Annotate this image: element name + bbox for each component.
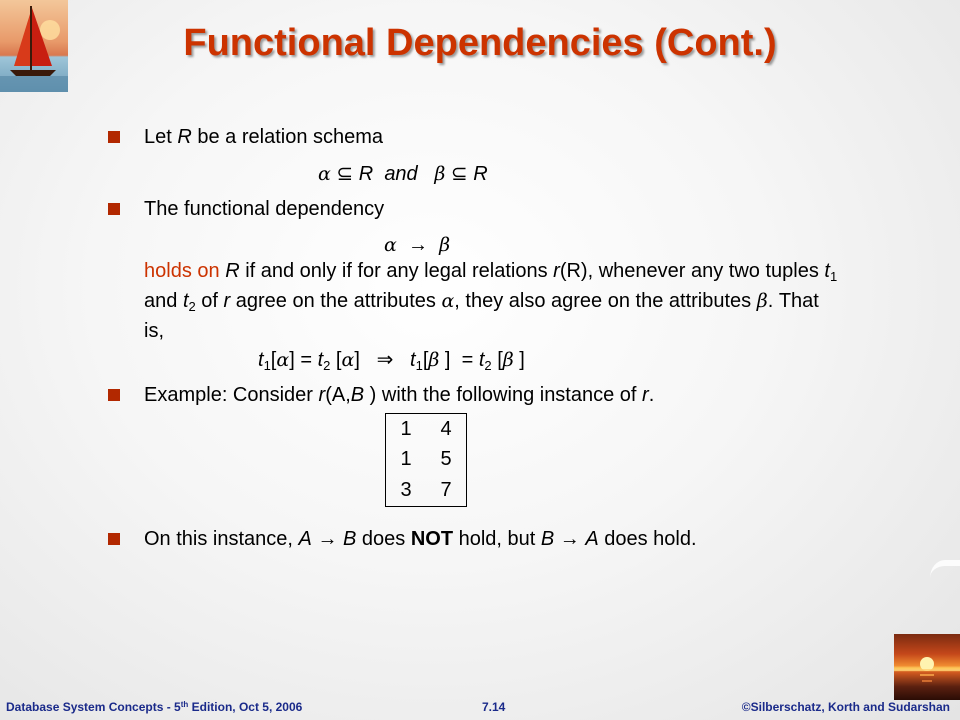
footer-book-title: Database System Concepts - 5th Edition, Oct 5, 2006 (6, 700, 303, 714)
table-row: 1 4 (400, 417, 452, 440)
slide-title: Functional Dependencies (Cont.) (183, 22, 777, 64)
footer-copyright: ©Silberschatz, Korth and Sudarshan (741, 700, 950, 714)
bullet-text: Example: Consider r(A,B ) with the following instance of r. (144, 384, 655, 406)
bullet-marker (108, 533, 120, 545)
footer-page-number: 7.14 (482, 700, 506, 714)
fd-arrow-line: α → β (384, 234, 451, 256)
sunset-image (894, 634, 960, 700)
bullet-marker (108, 203, 120, 215)
fd-definition-paragraph: holds on R if and only if for any legal relations r(R), whenever any two tuples $t_1$ and $t_2$ of r agree on the attributes α, they also agree on the attributes β. That is, (144, 260, 838, 342)
relation-instance-table (385, 413, 467, 507)
bullet-example (108, 383, 654, 407)
bullet-text: On this instance, A → B does NOT hold, but B → A does hold. (144, 528, 697, 550)
bullet-functional-dependency (108, 197, 384, 221)
decorative-glint (930, 560, 960, 596)
subset-line: α ⊆ R and β ⊆ R (318, 163, 488, 185)
bullet-text: Let R be a relation schema (144, 126, 384, 148)
table-row: 1 5 (400, 448, 452, 471)
bullet-text: The functional dependency (144, 198, 385, 220)
tuple-equation: $t_1[\alpha] = t_2$ [α] ⇒ $t_1[\beta$ ] = $t_2$ [β ] (258, 349, 525, 373)
holds-on-highlight: holds on (144, 260, 220, 282)
bullet-marker (108, 389, 120, 401)
bullet-relation-schema (108, 125, 383, 149)
bullet-marker (108, 131, 120, 143)
bullet-conclusion (108, 527, 697, 551)
table-row: 3 7 (400, 479, 452, 502)
